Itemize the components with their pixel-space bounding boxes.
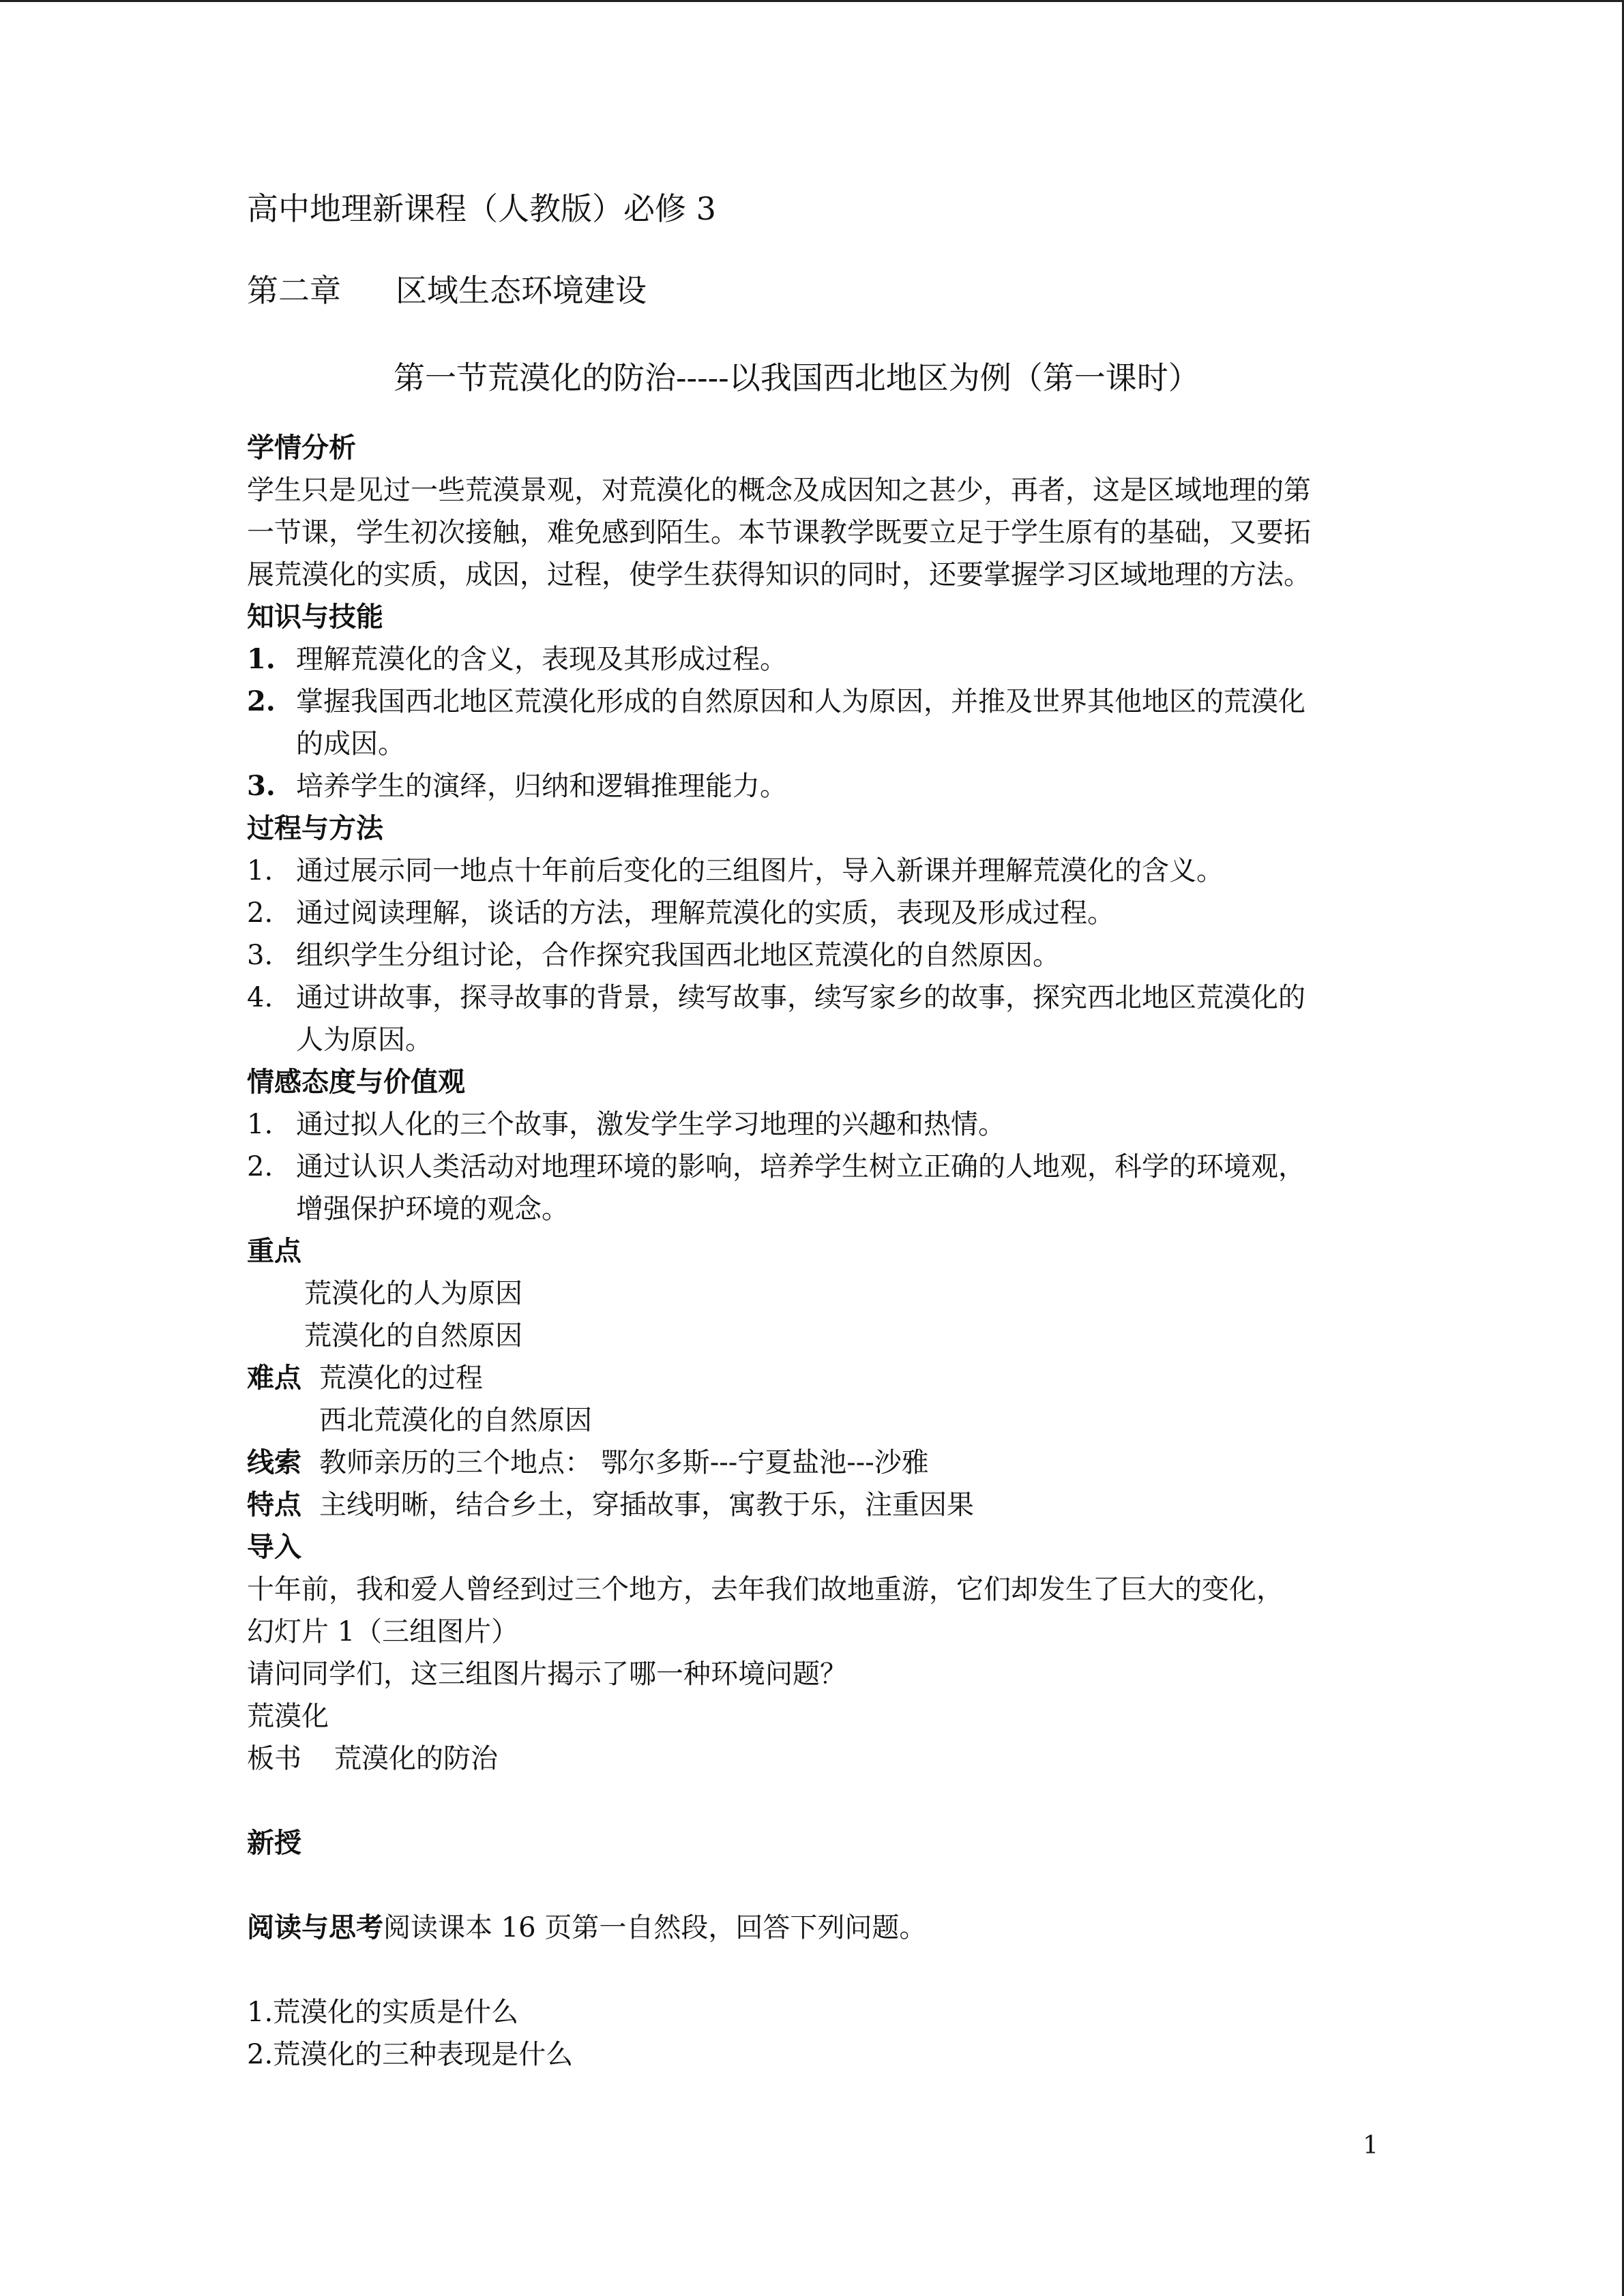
section-title: 第一节荒漠化的防治-----以我国西北地区为例（第一课时）	[394, 359, 1200, 396]
key-point: 荒漠化的自然原因	[304, 1320, 522, 1352]
question-item: 2.荒漠化的三种表现是什么	[247, 2039, 574, 2070]
chapter-name: 区域生态环境建设	[396, 272, 647, 309]
analysis-heading: 学情分析	[247, 432, 356, 464]
knowledge-item: 1. 理解荒漠化的含义，表现及其形成过程。	[247, 643, 787, 675]
features-label: 特点	[247, 1489, 301, 1521]
top-border	[0, 0, 1624, 2]
board-label: 板书	[247, 1743, 301, 1774]
key-points-heading: 重点	[247, 1235, 301, 1267]
new-lesson-heading: 新授	[247, 1827, 301, 1859]
chapter-title	[247, 266, 1372, 315]
question-item: 1.荒漠化的实质是什么	[247, 1997, 519, 2028]
intro-line: 荒漠化	[247, 1701, 329, 1732]
process-item: 3. 组织学生分组讨论，合作探究我国西北地区荒漠化的自然原因。	[247, 940, 1060, 971]
intro-line: 十年前，我和爱人曾经到过三个地方，去年我们故地重游，它们却发生了巨大的变化，	[247, 1574, 1284, 1605]
process-item-cont: 人为原因。	[296, 1024, 432, 1056]
intro-line: 请问同学们，这三组图片揭示了哪一种环境问题？	[247, 1658, 847, 1690]
intro-line: 幻灯片 1（三组图片）	[247, 1616, 519, 1648]
attitude-heading: 情感态度与价值观	[247, 1066, 465, 1098]
clue-row: 线索 教师亲历的三个地点： 鄂尔多斯---宁夏盐池---沙雅	[247, 1442, 1372, 1484]
reading-label: 阅读与思考	[247, 1911, 383, 1943]
analysis-line: 一节课，学生初次接触，难免感到陌生。本节课教学既要立足于学生原有的基础，又要拓	[247, 517, 1311, 548]
process-item: 2. 通过阅读理解，谈话的方法，理解荒漠化的实质，表现及形成过程。	[247, 897, 1114, 929]
difficulties-label: 难点	[247, 1362, 301, 1394]
process-heading: 过程与方法	[247, 812, 383, 844]
intro-heading: 导入	[247, 1531, 301, 1563]
attitude-item: 2. 通过认识人类活动对地理环境的影响，培养学生树立正确的人地观，科学的环境观，	[247, 1151, 1305, 1182]
process-item: 4. 通过讲故事，探寻故事的背景，续写故事，续写家乡的故事，探究西北地区荒漠化的	[247, 982, 1305, 1013]
features-row: 特点 主线明晰，结合乡土，穿插故事，寓教于乐，注重因果	[247, 1484, 1372, 1526]
clue-label: 线索	[247, 1446, 301, 1478]
chapter-number: 第二章	[247, 272, 341, 309]
knowledge-heading: 知识与技能	[247, 601, 383, 633]
key-point: 荒漠化的人为原因	[304, 1278, 522, 1309]
attitude-item-cont: 增强保护环境的观念。	[296, 1193, 569, 1225]
knowledge-item: 2. 掌握我国西北地区荒漠化形成的自然原因和人为原因，并推及世界其他地区的荒漠化	[247, 685, 1305, 717]
attitude-item: 1. 通过拟人化的三个故事，激发学生学习地理的兴趣和热情。	[247, 1109, 1005, 1140]
document-page	[247, 184, 1372, 2076]
reading-row: 阅读与思考阅读课本 16 页第一自然段，回答下列问题。	[247, 1911, 927, 1943]
analysis-line: 展荒漠化的实质，成因，过程，使学生获得知识的同时，还要掌握学习区域地理的方法。	[247, 559, 1311, 591]
process-item: 1. 通过展示同一地点十年前后变化的三组图片，导入新课并理解荒漠化的含义。	[247, 855, 1224, 886]
difficulties-row: 难点 荒漠化的过程	[247, 1357, 1372, 1399]
board-row	[247, 1738, 1372, 1780]
course-title: 高中地理新课程（人教版）必修 3	[247, 190, 716, 227]
knowledge-item-cont: 的成因。	[296, 728, 405, 760]
knowledge-item: 3. 培养学生的演绎，归纳和逻辑推理能力。	[247, 770, 787, 802]
board-text: 荒漠化的防治	[334, 1743, 498, 1774]
difficulty-item: 西北荒漠化的自然原因	[319, 1405, 592, 1436]
page-number: 1	[1363, 2132, 1378, 2160]
analysis-line: 学生只是见过一些荒漠景观，对荒漠化的概念及成因知之甚少，再者，这是区域地理的第	[247, 475, 1311, 506]
